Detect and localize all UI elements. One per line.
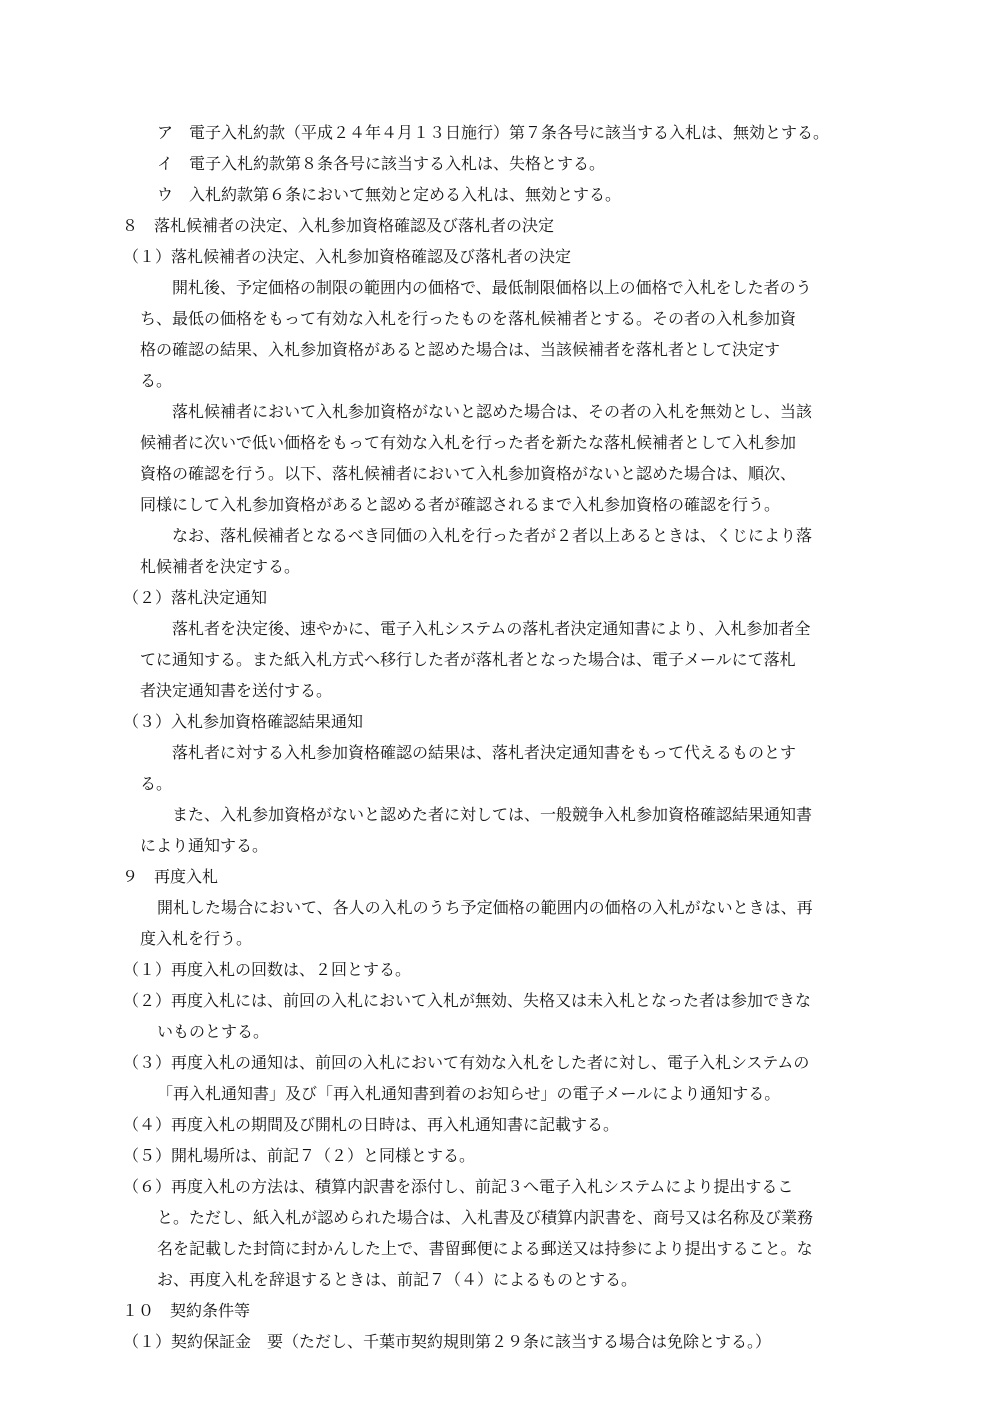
text-line: 候補者に次いで低い価格をもって有効な入札を行った者を新たな落札候補者として入札参加 bbox=[140, 433, 797, 452]
text-line: ウ 入札約款第６条において無効と定める入札は、無効とする。 bbox=[157, 185, 622, 204]
list-item: （３）再度入札の通知は、前回の入札において有効な入札をした者に対し、電子入札システムの bbox=[123, 1053, 810, 1072]
text-line: てに通知する。また紙入札方式へ移行した者が落札者となった場合は、電子メールにて落札 bbox=[140, 650, 796, 669]
text-line: 「再入札通知書」及び「再入札通知書到着のお知らせ」の電子メールにより通知する。 bbox=[157, 1084, 781, 1103]
list-item: （４）再度入札の期間及び開札の日時は、再入札通知書に記載する。 bbox=[123, 1115, 620, 1134]
subsection-heading: （３）入札参加資格確認結果通知 bbox=[123, 712, 364, 731]
list-item: （１）再度入札の回数は、２回とする。 bbox=[123, 960, 412, 979]
text-line: と。ただし、紙入札が認められた場合は、入札書及び積算内訳書を、商号又は名称及び業務 bbox=[157, 1208, 814, 1227]
text-line: イ 電子入札約款第８条各号に該当する入札は、失格とする。 bbox=[157, 154, 606, 173]
list-item: （１）契約保証金 要（ただし、千葉市契約規則第２９条に該当する場合は免除とする。） bbox=[123, 1332, 772, 1351]
text-line: ア 電子入札約款（平成２４年４月１３日施行）第７条各号に該当する入札は、無効とする。 bbox=[157, 123, 830, 142]
text-line: 開札後、予定価格の制限の範囲内の価格で、最低制限価格以上の価格で入札をした者のう bbox=[172, 278, 812, 297]
text-line: お、再度入札を辞退するときは、前記７（４）によるものとする。 bbox=[157, 1270, 638, 1289]
text-line: 度入札を行う。 bbox=[140, 929, 253, 948]
section-heading: １０ 契約条件等 bbox=[122, 1301, 251, 1320]
list-item: （５）開札場所は、前記７（２）と同様とする。 bbox=[123, 1146, 476, 1165]
text-line: る。 bbox=[140, 371, 173, 390]
text-line: いものとする。 bbox=[157, 1022, 270, 1041]
list-item: （６）再度入札の方法は、積算内訳書を添付し、前記３へ電子入札システムにより提出するこ bbox=[123, 1177, 794, 1196]
section-heading: ９ 再度入札 bbox=[122, 867, 219, 886]
text-line: る。 bbox=[140, 774, 173, 793]
text-line: 札候補者を決定する。 bbox=[140, 557, 301, 576]
text-line: 名を記載した封筒に封かんした上で、書留郵便による郵送又は持参により提出すること。な bbox=[157, 1239, 813, 1258]
text-line: 同様にして入札参加資格があると認める者が確認されるまで入札参加資格の確認を行う。 bbox=[140, 495, 781, 514]
text-line: ち、最低の価格をもって有効な入札を行ったものを落札候補者とする。その者の入札参加資 bbox=[140, 309, 797, 328]
subsection-heading: （２）落札決定通知 bbox=[123, 588, 268, 607]
text-line: により通知する。 bbox=[140, 836, 269, 855]
text-line: なお、落札候補者となるべき同価の入札を行った者が２者以上あるときは、くじにより落 bbox=[172, 526, 813, 545]
text-line: 開札した場合において、各人の入札のうち予定価格の範囲内の価格の入札がないときは、再 bbox=[157, 898, 813, 917]
text-line: 落札者を決定後、速やかに、電子入札システムの落札者決定通知書により、入札参加者全 bbox=[172, 619, 811, 638]
text-line: 落札者に対する入札参加資格確認の結果は、落札者決定通知書をもって代えるものとす bbox=[172, 743, 797, 762]
text-line: 落札候補者において入札参加資格がないと認めた場合は、その者の入札を無効とし、当該 bbox=[172, 402, 813, 421]
text-line: 者決定通知書を送付する。 bbox=[140, 681, 333, 700]
subsection-heading: （１）落札候補者の決定、入札参加資格確認及び落札者の決定 bbox=[123, 247, 572, 266]
text-line: 資格の確認を行う。以下、落札候補者において入札参加資格がないと認めた場合は、順次、 bbox=[140, 464, 797, 483]
list-item: （２）再度入札には、前回の入札において入札が無効、失格又は未入札となった者は参加できな bbox=[123, 991, 812, 1010]
section-heading: ８ 落札候補者の決定、入札参加資格確認及び落札者の決定 bbox=[122, 216, 555, 235]
text-line: 格の確認の結果、入札参加資格があると認めた場合は、当該候補者を落札者として決定す bbox=[140, 340, 781, 359]
text-line: また、入札参加資格がないと認めた者に対しては、一般競争入札参加資格確認結果通知書 bbox=[172, 805, 813, 824]
